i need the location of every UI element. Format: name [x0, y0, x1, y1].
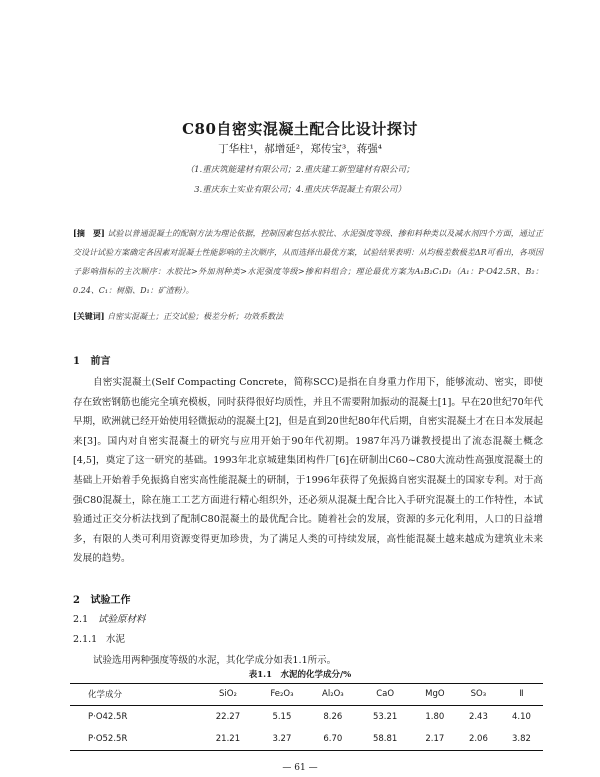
header-cell: SO₃	[457, 684, 500, 706]
section-2-heading	[73, 591, 130, 606]
table-cell: 3.27	[256, 728, 309, 751]
section-1-title: 前言	[90, 356, 111, 367]
header-cell: MgO	[413, 684, 457, 706]
affiliation-line-1: （1.重庆筑能建材有限公司；2.重庆建工新型建材有限公司；	[185, 165, 415, 175]
table-row	[70, 728, 543, 751]
abstract	[73, 224, 543, 300]
header-cell: CaO	[358, 684, 413, 706]
table-caption: 表1.1 水泥的化学成分/%	[248, 670, 352, 680]
keywords-label: [关键词]	[73, 311, 105, 321]
table-cell: 8.26	[323, 712, 343, 722]
authors: 丁华柱¹，郝增延²，郑传宝³，蒋强⁴	[218, 143, 382, 155]
table-cell: 6.70	[308, 728, 357, 751]
keywords-text: 自密实混凝土；正交试验；极差分析；功效系数法	[107, 312, 284, 321]
table-cell: 2.43	[468, 712, 488, 722]
table-row	[70, 706, 543, 729]
section-1-number: 1	[73, 356, 80, 367]
table-cell: 3.82	[500, 728, 543, 751]
table-header-row	[70, 684, 543, 706]
abstract-label: [摘 要]	[73, 228, 105, 238]
table-cell: P·O42.5R	[88, 712, 128, 722]
header-cell: Al₂O₃	[308, 684, 357, 706]
table-cell: 1.80	[425, 712, 445, 722]
table-cell: 58.81	[358, 728, 413, 751]
keywords	[73, 311, 543, 322]
table-cell: 4.10	[511, 712, 531, 722]
section-2-1-number: 2.1	[73, 614, 89, 625]
header-cell: SiO₂	[200, 684, 255, 706]
header-cell: 化学成分	[70, 684, 200, 706]
abstract-text: 试验以普通混凝土的配制方法为理论依据，控制因素包括水胶比、水泥强度等级、掺和料种类以及减水剂四个方面，通过正交设计试验方案确定各因素对混凝土性能影响的主次顺序，从而选择出最优方案，试验结果表明：从均极差数极差ΔR可看出，各项因子影响指标的主次顺序：水胶比>外加剂种类>水泥强度等级>掺和料组合；理论最优方案为A₁B₂C₁D₁（A₁：P·O42.5R、B₂：0.24、C₁：树脂、D₁：矿渣粉）。	[73, 229, 544, 295]
section-2-1-1-number: 2.1.1	[73, 634, 98, 645]
table-cell: 2.06	[457, 728, 500, 751]
section-2-title: 试验工作	[90, 595, 131, 606]
table-cell: P·O52.5R	[70, 728, 200, 751]
section-2-1-1-heading	[73, 631, 125, 645]
table-cell: 22.27	[215, 712, 241, 722]
section-2-1-title: 试验原材料	[98, 614, 146, 625]
section-1-heading	[73, 352, 110, 367]
header-cell: Fe₂O₃	[256, 684, 309, 706]
table-cell: 53.21	[372, 712, 398, 722]
section-1-body: 自密实混凝土(Self Compacting Concrete，简称SCC)是指在自身重力作用下，能够流动、密实，即使存在致密钢筋也能完全填充模板，同时获得很好均质性，并且不需要附加振动的混凝土[1]。早在20世纪70年代早期，欧洲就已经开始使用轻微振动的混凝土[2]，但是直到20世纪80年代后期，自密实混凝土才在日本发展起来[3]。国内对自密实混凝土的研究与应用开始于90年代初期。1987年冯乃谦教授提出了流态混凝土概念[4,5]，奠定了这一研究的基础。1993年北京城建集团构件厂[6]在研制出C60~C80大流动性高强度混凝土的基础上开始着手免振捣自密实高性能混凝土的研制，于1996年获得了免振捣自密实混凝土的国家专利。对于高强C80混凝土，除在施工工艺方面进行精心组织外，还必须从混凝土配合比入手研究混凝土的工作特性，本试验通过正交分析法找到了配制C80混凝土的最优配合比。随着社会的发展，资源的多元化利用，人口的日益增多，有限的人类可利用资源变得更加珍贵，为了满足人类的可持续发展，高性能混凝土越来越成为建筑业未来发展的趋势。	[73, 377, 543, 565]
affiliation-line-2: 3.重庆东土实业有限公司；4.重庆庆华混凝土有限公司）	[194, 185, 406, 195]
cement-paragraph: 试验选用两种强度等级的水泥，其化学成分如表1.1所示。	[93, 655, 337, 666]
paper-title: C80自密实混凝土配合比设计探讨	[182, 120, 418, 138]
section-2-number: 2	[73, 595, 80, 606]
section-2-1-1-title: 水泥	[106, 634, 126, 645]
table-cell: 21.21	[200, 728, 255, 751]
header-cell: Ⅱ	[500, 684, 543, 706]
cement-composition-table	[70, 683, 543, 751]
section-2-1-heading	[73, 611, 146, 625]
table-cell: 5.15	[272, 712, 292, 722]
table-cell: 2.17	[413, 728, 457, 751]
page-number: — 61 —	[282, 763, 318, 773]
